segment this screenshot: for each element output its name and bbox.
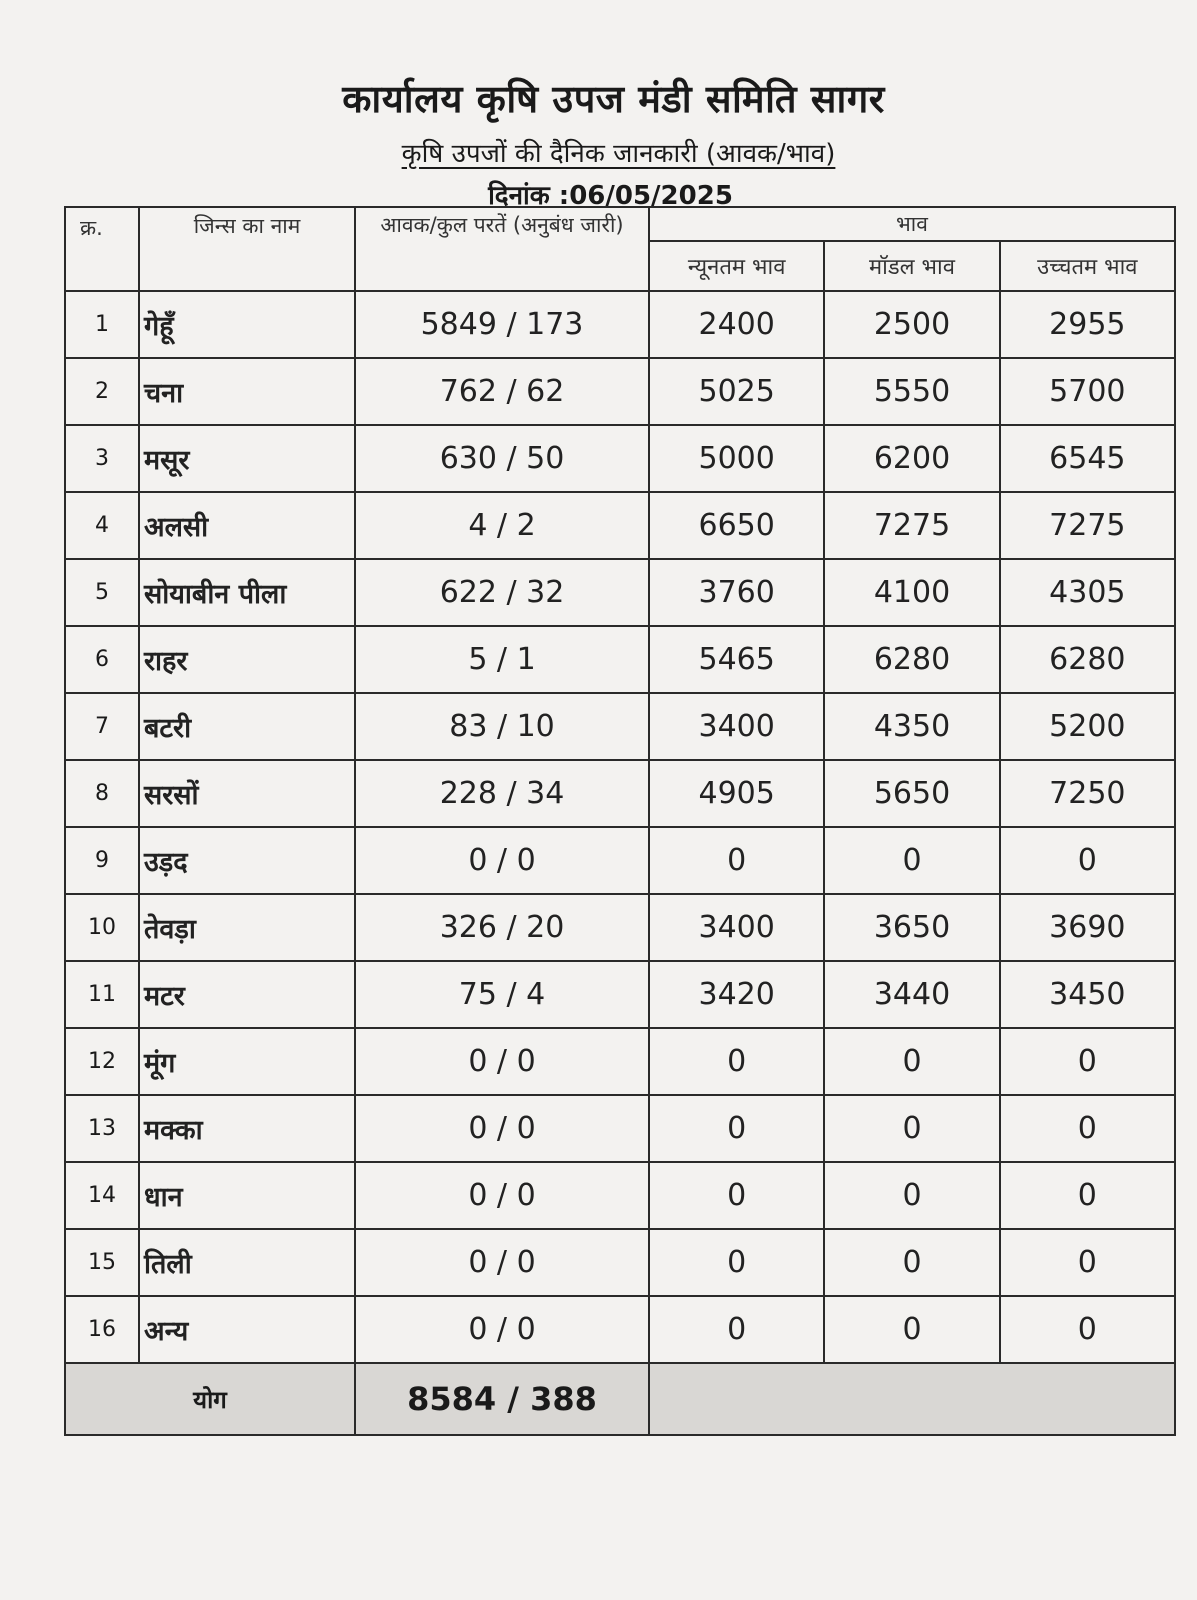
row-min-price: 0	[649, 1296, 824, 1363]
row-modal-price: 0	[824, 1028, 999, 1095]
office-title: कार्यालय कृषि उपज मंडी समिति सागर	[342, 77, 885, 121]
table-row	[65, 961, 1175, 1028]
col-arrival-header: आवक/कुल परतें (अनुबंध जारी)	[355, 207, 649, 291]
row-min-price: 0	[649, 1162, 824, 1229]
row-min-price: 0	[649, 1229, 824, 1296]
table-row	[65, 291, 1175, 358]
table-row	[65, 626, 1175, 693]
row-commodity-name: राहर	[139, 626, 355, 693]
row-arrival: 622 / 32	[355, 559, 649, 626]
row-max-price: 0	[1000, 1095, 1175, 1162]
table-row	[65, 358, 1175, 425]
row-arrival: 0 / 0	[355, 1296, 649, 1363]
row-commodity-name: मूंग	[139, 1028, 355, 1095]
report-subtitle	[40, 134, 1197, 170]
row-serial: 3	[65, 425, 139, 492]
row-modal-price: 3650	[824, 894, 999, 961]
row-serial: 14	[65, 1162, 139, 1229]
total-label: योग	[65, 1363, 355, 1435]
row-serial: 15	[65, 1229, 139, 1296]
row-modal-price: 4100	[824, 559, 999, 626]
row-serial: 7	[65, 693, 139, 760]
row-serial: 1	[65, 291, 139, 358]
row-max-price: 2955	[1000, 291, 1175, 358]
row-min-price: 0	[649, 827, 824, 894]
row-serial: 12	[65, 1028, 139, 1095]
row-max-price: 7275	[1000, 492, 1175, 559]
table-row	[65, 1095, 1175, 1162]
commodity-price-table	[64, 206, 1176, 1436]
row-commodity-name: मक्का	[139, 1095, 355, 1162]
row-arrival: 5 / 1	[355, 626, 649, 693]
col-serial-header: क्र.	[65, 207, 139, 291]
row-arrival: 5849 / 173	[355, 291, 649, 358]
row-max-price: 0	[1000, 1028, 1175, 1095]
row-min-price: 2400	[649, 291, 824, 358]
row-serial: 9	[65, 827, 139, 894]
row-commodity-name: सरसों	[139, 760, 355, 827]
row-commodity-name: बटरी	[139, 693, 355, 760]
table-row	[65, 425, 1175, 492]
row-min-price: 3400	[649, 693, 824, 760]
row-min-price: 0	[649, 1028, 824, 1095]
row-max-price: 0	[1000, 1296, 1175, 1363]
row-max-price: 0	[1000, 1162, 1175, 1229]
row-modal-price: 0	[824, 1095, 999, 1162]
row-serial: 2	[65, 358, 139, 425]
col-modal-price-header: मॉडल भाव	[824, 241, 999, 291]
row-max-price: 3450	[1000, 961, 1175, 1028]
col-min-price-header: न्यूनतम भाव	[649, 241, 824, 291]
row-commodity-name: उड़द	[139, 827, 355, 894]
row-serial: 6	[65, 626, 139, 693]
row-commodity-name: अन्य	[139, 1296, 355, 1363]
table-row	[65, 1028, 1175, 1095]
row-modal-price: 0	[824, 827, 999, 894]
table-row	[65, 559, 1175, 626]
row-arrival: 0 / 0	[355, 1095, 649, 1162]
row-commodity-name: चना	[139, 358, 355, 425]
row-modal-price: 0	[824, 1229, 999, 1296]
row-max-price: 5200	[1000, 693, 1175, 760]
row-max-price: 6545	[1000, 425, 1175, 492]
row-modal-price: 5650	[824, 760, 999, 827]
row-modal-price: 2500	[824, 291, 999, 358]
row-min-price: 5465	[649, 626, 824, 693]
table-row	[65, 1162, 1175, 1229]
row-serial: 16	[65, 1296, 139, 1363]
row-modal-price: 6280	[824, 626, 999, 693]
row-max-price: 7250	[1000, 760, 1175, 827]
report-subtitle-text: कृषि उपजों की दैनिक जानकारी (आवक/भाव)	[401, 139, 836, 169]
row-arrival: 0 / 0	[355, 1229, 649, 1296]
row-serial: 5	[65, 559, 139, 626]
total-arrival: 8584 / 388	[355, 1363, 649, 1435]
row-modal-price: 7275	[824, 492, 999, 559]
row-min-price: 3400	[649, 894, 824, 961]
col-commodity-header: जिन्स का नाम	[139, 207, 355, 291]
table-row	[65, 693, 1175, 760]
row-arrival: 326 / 20	[355, 894, 649, 961]
row-commodity-name: मसूर	[139, 425, 355, 492]
table-body	[65, 291, 1175, 1363]
row-arrival: 4 / 2	[355, 492, 649, 559]
table-row	[65, 1229, 1175, 1296]
row-min-price: 0	[649, 1095, 824, 1162]
row-min-price: 5000	[649, 425, 824, 492]
row-max-price: 3690	[1000, 894, 1175, 961]
table-row	[65, 760, 1175, 827]
row-serial: 10	[65, 894, 139, 961]
row-commodity-name: तिली	[139, 1229, 355, 1296]
header-row-top	[65, 207, 1175, 241]
col-max-price-header: उच्चतम भाव	[1000, 241, 1175, 291]
row-min-price: 3760	[649, 559, 824, 626]
row-arrival: 762 / 62	[355, 358, 649, 425]
row-modal-price: 5550	[824, 358, 999, 425]
row-max-price: 0	[1000, 827, 1175, 894]
report-date: दिनांक :06/05/2025	[488, 181, 733, 211]
row-serial: 11	[65, 961, 139, 1028]
table-row	[65, 827, 1175, 894]
row-commodity-name: तेवड़ा	[139, 894, 355, 961]
document-header	[0, 72, 1197, 212]
row-serial: 13	[65, 1095, 139, 1162]
row-max-price: 5700	[1000, 358, 1175, 425]
row-arrival: 630 / 50	[355, 425, 649, 492]
table-row	[65, 1296, 1175, 1363]
row-modal-price: 4350	[824, 693, 999, 760]
table-footer	[65, 1363, 1175, 1435]
row-min-price: 5025	[649, 358, 824, 425]
total-row	[65, 1363, 1175, 1435]
row-min-price: 4905	[649, 760, 824, 827]
row-min-price: 6650	[649, 492, 824, 559]
row-max-price: 6280	[1000, 626, 1175, 693]
row-arrival: 0 / 0	[355, 827, 649, 894]
row-arrival: 75 / 4	[355, 961, 649, 1028]
row-modal-price: 0	[824, 1162, 999, 1229]
row-commodity-name: गेहूँ	[139, 291, 355, 358]
row-min-price: 3420	[649, 961, 824, 1028]
table-row	[65, 492, 1175, 559]
row-commodity-name: अलसी	[139, 492, 355, 559]
row-arrival: 83 / 10	[355, 693, 649, 760]
row-modal-price: 3440	[824, 961, 999, 1028]
row-serial: 8	[65, 760, 139, 827]
row-commodity-name: धान	[139, 1162, 355, 1229]
row-arrival: 0 / 0	[355, 1162, 649, 1229]
row-max-price: 4305	[1000, 559, 1175, 626]
total-price-blank	[649, 1363, 1175, 1435]
table-row	[65, 894, 1175, 961]
row-modal-price: 0	[824, 1296, 999, 1363]
row-max-price: 0	[1000, 1229, 1175, 1296]
row-arrival: 228 / 34	[355, 760, 649, 827]
row-modal-price: 6200	[824, 425, 999, 492]
row-arrival: 0 / 0	[355, 1028, 649, 1095]
row-commodity-name: मटर	[139, 961, 355, 1028]
row-commodity-name: सोयाबीन पीला	[139, 559, 355, 626]
col-price-group-header: भाव	[649, 207, 1175, 241]
table-header	[65, 207, 1175, 291]
row-serial: 4	[65, 492, 139, 559]
